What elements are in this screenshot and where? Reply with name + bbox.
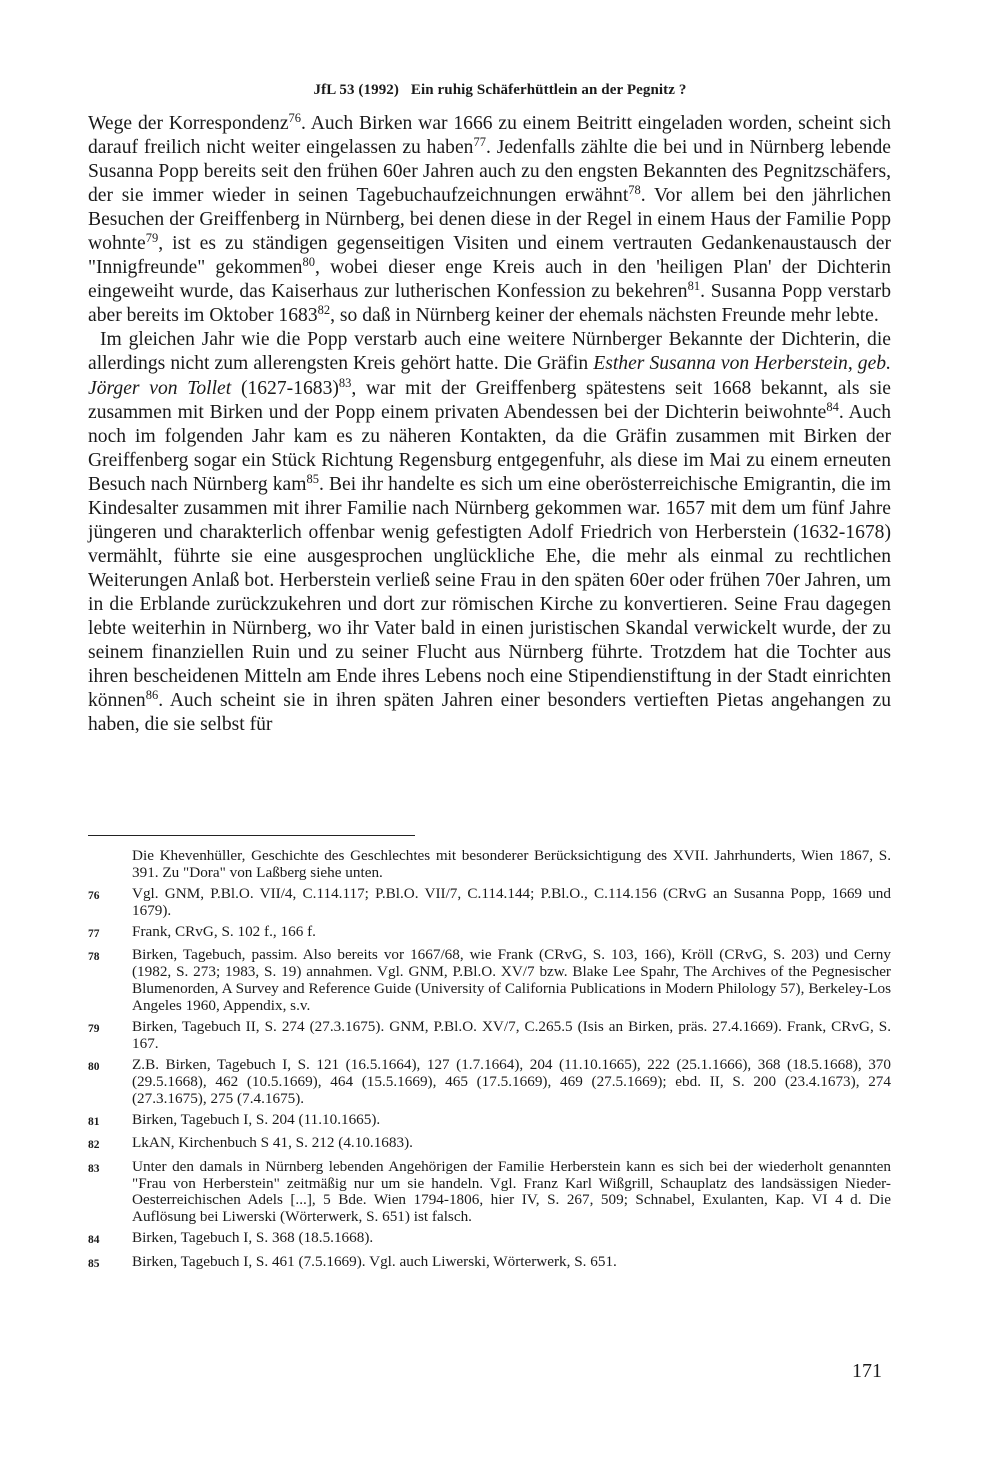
footnote <box>88 1254 891 1273</box>
footnote-ref: 77 <box>473 135 486 150</box>
footnote-text: Birken, Tagebuch I, S. 461 (7.5.1669). Vgl. auch Liwerski, Wörterwerk, S. 651. <box>132 1252 617 1270</box>
footnote-ref: 79 <box>145 231 159 246</box>
journal-reference: JfL 53 (1992) <box>313 82 399 98</box>
text-run: , war mit der Greiffenberg spätestens seit 1668 bekannt, als sie zusammen mit Birken und der Popp einem privaten Abendessen bei der Dichterin beiwohnte <box>88 377 891 423</box>
text-run: , ist es zu ständigen gegenseitigen Visiten und einem vertrauten Gedankenaustausch der "Innigfreunde" gekommen <box>88 233 891 279</box>
footnote <box>88 924 891 943</box>
footnote-number: 80 <box>88 1061 100 1074</box>
footnote <box>88 886 891 920</box>
footnote-text: Birken, Tagebuch I, S. 204 (11.10.1665). <box>132 1111 381 1129</box>
footnote-ref: 78 <box>628 183 641 198</box>
text-run: (1627-1683) <box>231 377 339 399</box>
footnote-number: 76 <box>88 890 100 903</box>
footnote-number: 78 <box>88 951 100 964</box>
footnote-text: Birken, Tagebuch I, S. 368 (18.5.1668). <box>132 1229 374 1247</box>
footnote-number: 77 <box>88 928 100 941</box>
footnote-ref: 76 <box>288 111 302 125</box>
footnote-number: 85 <box>88 1257 100 1270</box>
footnote <box>88 1057 891 1107</box>
text-run: . Auch Birken war 1666 zu einem Beitritt eingeladen worden, scheint sich darauf freilich nicht weiter eingelassen zu haben <box>88 113 891 159</box>
footnote-separator <box>88 835 415 836</box>
footnote <box>88 1019 891 1053</box>
page-number: 171 <box>852 1360 882 1382</box>
footnote-ref: 83 <box>338 375 352 390</box>
paragraph <box>88 328 891 737</box>
text-run: . Bei ihr handelte es sich um eine oberösterreichische Emigrantin, die im Kindesalter zusammen mit ihrer Familie nach Nürnberg gekommen war. 1657 mit dem um fünf Jahre jüngeren und charakterlich offenbar wenig gefestigten Adolf Friedrich von Herberstein (1632-1678) vermählt, führte sie eine ausgesprochen unglückliche Ehe, die mehr als einmal zu rechtlichen Weiterungen Anlaß bot. Herberstein verließ seine Frau in den späten 60er oder frühen 70er Jahren, um in die Erblande zurückzukehren und dort zur römischen Kirche zu konvertieren. Seine Frau dagegen lebte weiterhin in Nürnberg, wo ihr Vater bald in einen juristischen Skandal verwickelt wurde, der zu seinem finanziellen Ruin und zu seiner Flucht aus Nürnberg führte. Trotzdem hat die Tochter aus ihren bescheidenen Mitteln am Ende ihres Lebens noch eine Stipendienstiftung in der Stadt einrichten können <box>88 473 891 712</box>
text-run: . Auch noch im folgenden Jahr kam es zu näheren Kontakten, da die Gräfin zusammen mit Birken der Greiffenberg sogar ein Stück Richtung Regensburg entgegenfuhr, als diese im Mai zu einem erneuten Besuch nach Nürnberg kam <box>88 401 891 495</box>
footnotes <box>88 848 891 1277</box>
running-header <box>0 82 1000 99</box>
footnote-number: 84 <box>88 1234 100 1247</box>
footnote-ref: 81 <box>687 279 701 294</box>
footnote <box>88 1135 891 1154</box>
text-run: . Jedenfalls zählte die bei und in Nürnberg lebende Susanna Popp bereits seit den frühen 60er Jahren auch zu den engsten Bekannten des Pegnitzschäfers, der sie immer wieder in seinen Tagebuchaufzeichnungen erwähnt <box>88 137 891 207</box>
main-text <box>88 112 891 737</box>
footnote-number: 83 <box>88 1162 100 1175</box>
footnote-ref: 86 <box>145 688 159 703</box>
footnote-text: Frank, CRvG, S. 102 f., 166 f. <box>132 923 316 941</box>
text-run: , wobei dieser enge Kreis auch in den 'heiligen Plan' der Dichterin eingeweiht wurde, das Kaiserhaus zur lutherischen Konfession zu bekehren <box>88 257 891 303</box>
article-title: Ein ruhig Schäferhüttlein an der Pegnitz ? <box>410 82 687 98</box>
text-run: . Susanna Popp verstarb aber bereits im Oktober 1683 <box>88 281 891 327</box>
footnote-text: Die Khevenhüller, Geschichte des Geschlechtes mit besonderer Berücksichtigung des XVII. Jahrhunderts, Wien 1867, S. 391. Zu "Dora" von Laßberg siehe unten. <box>132 847 891 881</box>
footnote-ref: 80 <box>302 255 315 270</box>
paragraph <box>88 112 891 328</box>
text-run: Im gleichen Jahr wie die Popp verstarb auch eine weitere Nürnberger Bekannte der Dichterin, die allerdings nicht zum allerengsten Kreis gehört hatte. Die Gräfin <box>88 329 891 375</box>
footnote-number: 81 <box>88 1116 100 1129</box>
footnote-ref: 85 <box>306 471 319 486</box>
person-name: Esther Susanna von Herberstein, geb. Jörger von Tollet <box>88 353 891 399</box>
footnote-number: 82 <box>88 1139 100 1152</box>
text-run: Wege der Korrespondenz <box>88 113 289 134</box>
footnote <box>88 1230 891 1249</box>
footnote-text: LkAN, Kirchenbuch S 41, S. 212 (4.10.1683). <box>132 1134 413 1152</box>
footnote-text: Vgl. GNM, P.Bl.O. VII/4, C.114.117; P.Bl.O. VII/7, C.114.144; P.Bl.O., C.114.156 (CRvG an Susanna Popp, 1669 und 1679). <box>132 885 891 919</box>
footnote <box>88 947 891 1014</box>
footnote-text: Z.B. Birken, Tagebuch I, S. 121 (16.5.1664), 127 (1.7.1664), 204 (11.10.1665), 222 (25.1.1666), 368 (18.5.1668), 370 (29.5.1668), 462 (10.5.1669), 464 (15.5.1669), 465 (17.5.1669), 469 (27.5.1669); ebd. II, S. 200 (23.4.1673), 274 (27.3.1675), 275 (7.4.1675). <box>132 1056 891 1107</box>
footnote <box>88 1112 891 1131</box>
footnote-text: Unter den damals in Nürnberg lebenden Angehörigen der Familie Herberstein kann es sich bei der wiederholt genannten "Frau von Herberstein" zeitmäßig nur um sie handeln. Vgl. Franz Karl Wißgrill, Schauplatz des landsässigen Nieder-Oesterreichischen Adels [...], 5 Bde. Wien 1794-1806, hier IV, S. 267, 509; Schnabel, Exulanten, Kap. VI 4 d. Die Auflösung bei Liwerski (Wörterwerk, S. 651) ist falsch. <box>132 1157 891 1226</box>
text-run: , so daß in Nürnberg keiner der ehemals nächsten Freunde mehr lebte. <box>330 305 879 327</box>
footnote-ref: 84 <box>826 399 839 414</box>
footnote-number: 79 <box>88 1023 100 1036</box>
footnote-ref: 82 <box>317 303 331 318</box>
footnote-continuation <box>88 848 891 882</box>
text-run: . Auch scheint sie in ihren späten Jahren einer besonders vertieften Pietas angehangen zu haben, die sie selbst für <box>88 690 891 736</box>
footnote-text: Birken, Tagebuch II, S. 274 (27.3.1675). GNM, P.Bl.O. XV/7, C.265.5 (Isis an Birken, präs. 27.4.1669). Frank, CRvG, S. 167. <box>132 1018 891 1052</box>
text-run: . Vor allem bei den jährlichen Besuchen der Greiffenberg in Nürnberg, bei denen diese in der Regel in einem Haus der Familie Popp wohnte <box>88 185 891 255</box>
footnote-text: Birken, Tagebuch, passim. Also bereits vor 1667/68, wie Frank (CRvG, S. 103, 166), Kröll (CRvG, S. 203) und Cerny (1982, S. 273; 1983, S. 19) annahmen. Vgl. GNM, P.Bl.O. XV/7 bzw. Blake Lee Spahr, The Archives of the Pegnesischer Blumenorden, A Survey and Reference Guide (University of California Publications in Modern Philology 57), Berkeley-Los Angeles 1960, Appendix, s.v. <box>132 946 891 1014</box>
footnote <box>88 1159 891 1226</box>
